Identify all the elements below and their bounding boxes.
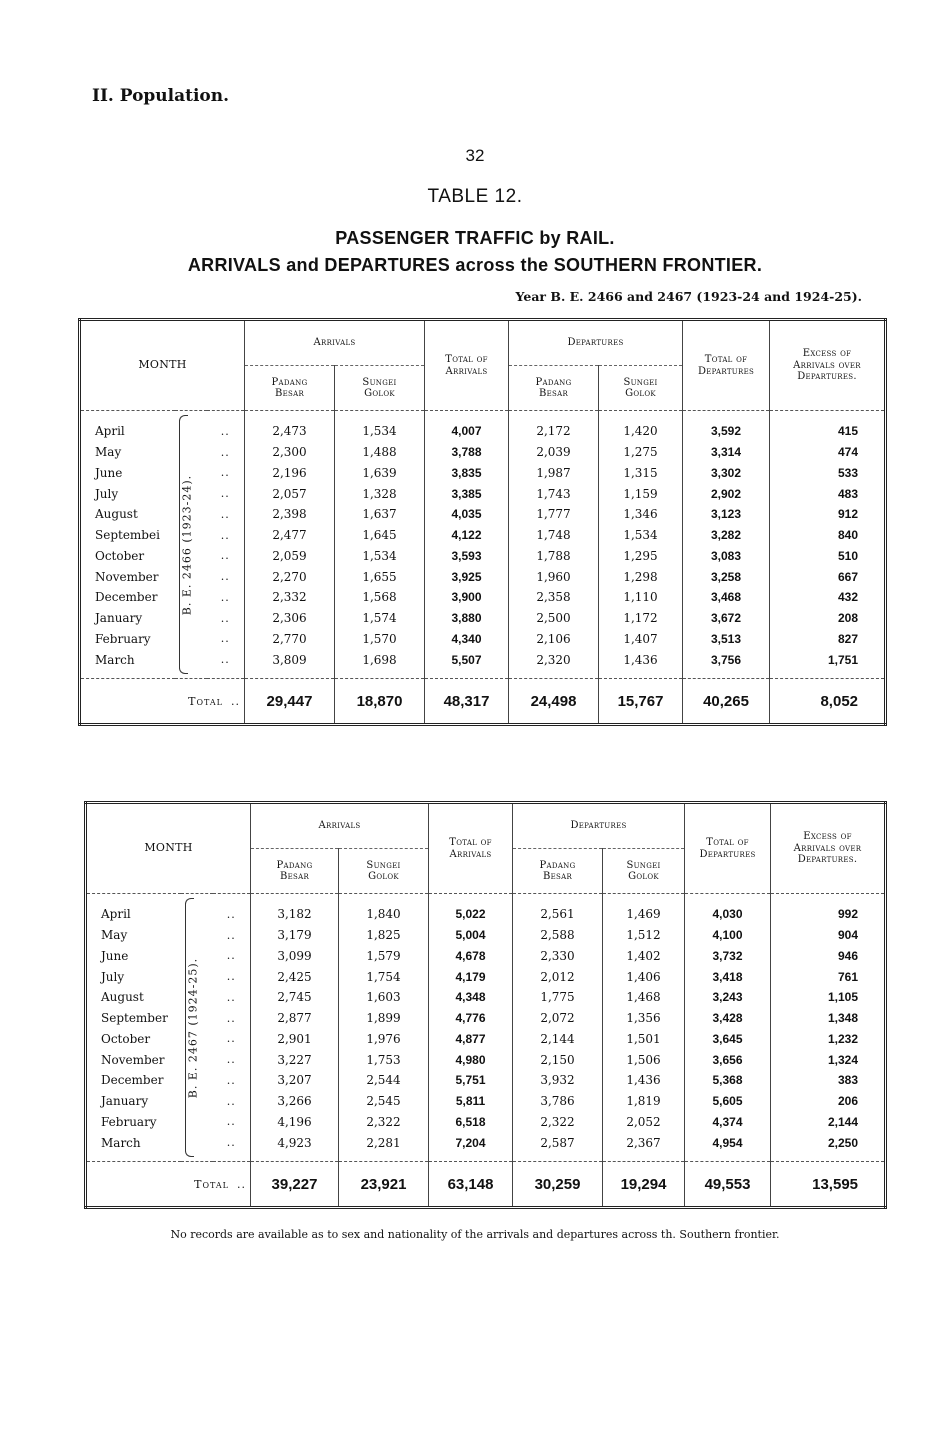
section-heading: II. Population. [92,86,230,106]
sg-dep-cell: 1,506 [603,1049,685,1070]
tot-dep-cell: 3,123 [683,504,770,525]
sg-arr-cell: 1,579 [339,946,429,967]
pb-arr-cell: 3,266 [251,1091,339,1112]
header-excess: Excess of Arrivals over Departures. [771,803,886,894]
tot-dep-cell: 5,605 [685,1091,771,1112]
traffic-table-1923-24 [78,318,887,726]
tot-dep-cell: 3,468 [683,587,770,608]
pb-dep-cell: 2,012 [513,966,603,987]
leader-dots: .. [226,1032,236,1046]
sg-arr-cell: 1,976 [339,1029,429,1050]
year-brace [181,894,213,1162]
pb-arr-cell: 2,300 [245,442,335,463]
excess-cell: 208 [770,608,886,629]
tot-arr-cell: 3,788 [425,442,509,463]
pb-arr-cell: 2,745 [251,987,339,1008]
excess-cell: 840 [770,525,886,546]
month-cell: August [95,507,138,522]
pb-arr-cell: 3,207 [251,1070,339,1091]
tot-arr-cell: 4,007 [425,411,509,442]
sg-arr-cell: 1,534 [335,546,425,567]
leader-dots: .. [237,1177,246,1191]
tot-dep-cell: 5,368 [685,1070,771,1091]
pb-arr-cell: 3,179 [251,925,339,946]
total-excess-cell: 8,052 [770,679,886,725]
sg-arr-cell: 2,322 [339,1112,429,1133]
leader-dots: .. [226,1011,236,1025]
tot-dep-cell: 3,418 [685,966,771,987]
sg-arr-cell: 1,698 [335,649,425,678]
total-excess-cell: 13,595 [771,1162,886,1208]
sg-arr-cell: 1,655 [335,566,425,587]
pb-arr-cell: 2,196 [245,463,335,484]
tot-arr-cell: 3,925 [425,566,509,587]
table-row [80,411,886,442]
month-cell: October [101,1031,151,1046]
total-pb-arr-cell: 39,227 [251,1162,339,1208]
header-departures: Departures [513,803,685,849]
sg-arr-cell: 1,753 [339,1049,429,1070]
pb-arr-cell: 2,877 [251,1008,339,1029]
total-sg-arr-cell: 23,921 [339,1162,429,1208]
month-cell: October [95,548,145,563]
tot-dep-cell: 4,100 [685,925,771,946]
tot-arr-cell: 4,179 [429,966,513,987]
sg-dep-cell: 1,346 [599,504,683,525]
pb-dep-cell: 3,932 [513,1070,603,1091]
excess-cell: 533 [770,463,886,484]
pb-arr-cell: 2,306 [245,608,335,629]
page-number: 32 [465,146,485,165]
tot-arr-cell: 7,204 [429,1132,513,1161]
header-sungei-golok: Sungei Golok [339,849,429,894]
leader-dots: .. [226,1115,236,1129]
sg-dep-cell: 1,407 [599,629,683,650]
leader-dots: .. [226,990,236,1004]
excess-cell: 1,232 [771,1029,886,1050]
tot-arr-cell: 3,900 [425,587,509,608]
pb-arr-cell: 2,270 [245,566,335,587]
header-departures: Departures [509,320,683,366]
leader-dots: .. [220,590,230,604]
pb-dep-cell: 2,322 [513,1112,603,1133]
total-row [86,1162,886,1208]
header-total-arrivals: Total of Arrivals [425,320,509,411]
sg-arr-cell: 1,488 [335,442,425,463]
sg-arr-cell: 1,574 [335,608,425,629]
excess-cell: 1,348 [771,1008,886,1029]
excess-cell: 206 [771,1091,886,1112]
sg-arr-cell: 1,328 [335,483,425,504]
pb-arr-cell: 3,227 [251,1049,339,1070]
pb-dep-cell: 2,561 [513,894,603,925]
tot-dep-cell: 3,513 [683,629,770,650]
excess-cell: 474 [770,442,886,463]
tot-arr-cell: 3,835 [425,463,509,484]
total-tot-arr-cell: 48,317 [425,679,509,725]
leader-dots: .. [226,1136,236,1150]
pb-dep-cell: 2,587 [513,1132,603,1161]
pb-arr-cell: 2,477 [245,525,335,546]
header-padang-besar: Padang Besar [513,849,603,894]
tot-dep-cell: 3,282 [683,525,770,546]
pb-arr-cell: 2,057 [245,483,335,504]
excess-cell: 483 [770,483,886,504]
leader-dots: .. [226,928,236,942]
total-pb-arr-cell: 29,447 [245,679,335,725]
leader-dots: .. [220,445,230,459]
month-cell: June [95,465,123,480]
excess-cell: 1,324 [771,1049,886,1070]
pb-dep-cell: 2,172 [509,411,599,442]
year-label: B. E. 2467 (1924-25). [186,957,199,1098]
pb-dep-cell: 2,500 [509,608,599,629]
excess-cell: 912 [770,504,886,525]
leader-dots: .. [220,507,230,521]
tot-arr-cell: 5,022 [429,894,513,925]
total-label-text: Total [194,1177,229,1191]
sg-arr-cell: 1,637 [335,504,425,525]
month-cell: November [95,569,159,584]
excess-cell: 510 [770,546,886,567]
header-excess: Excess of Arrivals over Departures. [770,320,886,411]
header-total-departures: Total of Departures [683,320,770,411]
total-sg-arr-cell: 18,870 [335,679,425,725]
tot-arr-cell: 4,348 [429,987,513,1008]
sg-dep-cell: 1,172 [599,608,683,629]
tot-dep-cell: 2,902 [683,483,770,504]
month-cell: June [101,948,129,963]
tot-dep-cell: 3,314 [683,442,770,463]
tot-arr-cell: 3,593 [425,546,509,567]
pb-dep-cell: 1,960 [509,566,599,587]
tot-dep-cell: 3,428 [685,1008,771,1029]
total-tot-dep-cell: 49,553 [685,1162,771,1208]
pb-arr-cell: 2,473 [245,411,335,442]
year-label: B. E. 2466 (1923-24). [180,474,193,615]
excess-cell: 2,250 [771,1132,886,1161]
excess-cell: 667 [770,566,886,587]
month-cell: January [95,611,143,626]
pb-dep-cell: 2,330 [513,946,603,967]
tot-arr-cell: 5,004 [429,925,513,946]
header-total-departures: Total of Departures [685,803,771,894]
sg-arr-cell: 1,825 [339,925,429,946]
excess-cell: 904 [771,925,886,946]
pb-dep-cell: 1,987 [509,463,599,484]
sg-dep-cell: 1,468 [603,987,685,1008]
tot-arr-cell: 4,122 [425,525,509,546]
header-padang-besar: Padang Besar [251,849,339,894]
pb-arr-cell: 4,196 [251,1112,339,1133]
sg-dep-cell: 2,052 [603,1112,685,1133]
leader-dots: .. [220,466,230,480]
pb-dep-cell: 2,072 [513,1008,603,1029]
leader-dots: .. [220,632,230,646]
header-month: MONTH [138,358,187,372]
leader-dots: .. [220,570,230,584]
tot-arr-cell: 3,880 [425,608,509,629]
tot-dep-cell: 3,592 [683,411,770,442]
sg-dep-cell: 1,402 [603,946,685,967]
header-total-arrivals: Total of Arrivals [429,803,513,894]
pb-dep-cell: 1,788 [509,546,599,567]
tot-arr-cell: 4,776 [429,1008,513,1029]
pb-dep-cell: 2,358 [509,587,599,608]
sg-arr-cell: 1,570 [335,629,425,650]
tot-arr-cell: 5,507 [425,649,509,678]
excess-cell: 992 [771,894,886,925]
leader-dots: .. [226,970,236,984]
table-row [86,894,886,925]
table-title-line2: ARRIVALS and DEPARTURES across the SOUTHERN FRONTIER. [187,255,763,275]
excess-cell: 415 [770,411,886,442]
tot-dep-cell: 4,030 [685,894,771,925]
month-cell: July [95,486,119,501]
pb-dep-cell: 1,748 [509,525,599,546]
pb-arr-cell: 2,770 [245,629,335,650]
pb-arr-cell: 2,425 [251,966,339,987]
sg-arr-cell: 2,281 [339,1132,429,1161]
header-arrivals: Arrivals [251,803,429,849]
tot-arr-cell: 4,678 [429,946,513,967]
excess-cell: 1,751 [770,649,886,678]
leader-dots: .. [220,487,230,501]
sg-arr-cell: 1,899 [339,1008,429,1029]
tot-dep-cell: 3,645 [685,1029,771,1050]
sg-dep-cell: 1,406 [603,966,685,987]
tot-dep-cell: 3,672 [683,608,770,629]
tot-dep-cell: 3,302 [683,463,770,484]
total-pb-dep-cell: 24,498 [509,679,599,725]
sg-dep-cell: 1,315 [599,463,683,484]
tot-dep-cell: 3,756 [683,649,770,678]
pb-dep-cell: 1,775 [513,987,603,1008]
month-cell: July [101,969,125,984]
total-label-text: Total [188,694,223,708]
total-sg-dep-cell: 19,294 [603,1162,685,1208]
pb-dep-cell: 2,320 [509,649,599,678]
month-cell: February [95,631,151,646]
header-sungei-golok: Sungei Golok [603,849,685,894]
sg-dep-cell: 1,420 [599,411,683,442]
excess-cell: 2,144 [771,1112,886,1133]
pb-arr-cell: 3,182 [251,894,339,925]
tot-arr-cell: 4,877 [429,1029,513,1050]
sg-dep-cell: 1,534 [599,525,683,546]
leader-dots: .. [220,549,230,563]
sg-dep-cell: 1,501 [603,1029,685,1050]
total-pb-dep-cell: 30,259 [513,1162,603,1208]
total-label [80,679,245,725]
sg-arr-cell: 1,534 [335,411,425,442]
excess-cell: 761 [771,966,886,987]
leader-dots: .. [220,653,230,667]
sg-arr-cell: 1,639 [335,463,425,484]
pb-arr-cell: 3,809 [245,649,335,678]
sg-arr-cell: 1,603 [339,987,429,1008]
sg-dep-cell: 1,298 [599,566,683,587]
tot-dep-cell: 4,374 [685,1112,771,1133]
leader-dots: .. [220,424,230,438]
header-sungei-golok: Sungei Golok [599,366,683,411]
sg-dep-cell: 1,275 [599,442,683,463]
year-brace [175,411,207,679]
pb-dep-cell: 1,777 [509,504,599,525]
month-cell: May [95,445,122,460]
sg-arr-cell: 1,645 [335,525,425,546]
header-month: MONTH [144,841,193,855]
month-cell: December [95,590,158,605]
leader-dots: .. [226,949,236,963]
month-cell: February [101,1114,157,1129]
month-cell: November [101,1052,165,1067]
month-cell: April [95,424,125,439]
month-cell: August [101,990,144,1005]
total-label [86,1162,251,1208]
sg-dep-cell: 1,356 [603,1008,685,1029]
excess-cell: 432 [770,587,886,608]
sg-dep-cell: 1,512 [603,925,685,946]
excess-cell: 383 [771,1070,886,1091]
leader-dots: .. [220,611,230,625]
sg-arr-cell: 1,840 [339,894,429,925]
total-sg-dep-cell: 15,767 [599,679,683,725]
excess-cell: 827 [770,629,886,650]
header-arrivals: Arrivals [245,320,425,366]
pb-dep-cell: 2,106 [509,629,599,650]
month-cell: September [101,1011,168,1026]
pb-arr-cell: 3,099 [251,946,339,967]
month-cell: March [101,1135,141,1150]
header-padang-besar: Padang Besar [245,366,335,411]
sg-dep-cell: 1,436 [599,649,683,678]
tot-arr-cell: 4,980 [429,1049,513,1070]
tot-dep-cell: 3,656 [685,1049,771,1070]
tot-arr-cell: 5,811 [429,1091,513,1112]
leader-dots: .. [226,1073,236,1087]
pb-arr-cell: 2,398 [245,504,335,525]
table-title-line1: PASSENGER TRAFFIC by RAIL. [335,228,615,248]
tot-dep-cell: 3,083 [683,546,770,567]
leader-dots: .. [226,1053,236,1067]
total-tot-arr-cell: 63,148 [429,1162,513,1208]
month-cell: April [101,907,131,922]
pb-dep-cell: 1,743 [509,483,599,504]
sg-arr-cell: 2,545 [339,1091,429,1112]
traffic-table-1924-25 [84,801,887,1209]
pb-dep-cell: 3,786 [513,1091,603,1112]
tot-arr-cell: 3,385 [425,483,509,504]
tot-dep-cell: 3,243 [685,987,771,1008]
month-cell: May [101,928,128,943]
tot-arr-cell: 6,518 [429,1112,513,1133]
sg-arr-cell: 2,544 [339,1070,429,1091]
sg-dep-cell: 1,819 [603,1091,685,1112]
tot-arr-cell: 5,751 [429,1070,513,1091]
table-label: TABLE 12. [427,186,523,207]
sg-dep-cell: 1,159 [599,483,683,504]
pb-dep-cell: 2,144 [513,1029,603,1050]
sg-dep-cell: 1,110 [599,587,683,608]
header-padang-besar: Padang Besar [509,366,599,411]
tot-dep-cell: 3,258 [683,566,770,587]
leader-dots: .. [231,694,240,708]
sg-arr-cell: 1,568 [335,587,425,608]
pb-arr-cell: 4,923 [251,1132,339,1161]
excess-cell: 946 [771,946,886,967]
leader-dots: .. [226,907,236,921]
month-cell: March [95,652,135,667]
excess-cell: 1,105 [771,987,886,1008]
sg-dep-cell: 1,295 [599,546,683,567]
pb-arr-cell: 2,059 [245,546,335,567]
leader-dots: .. [220,528,230,542]
sg-dep-cell: 1,469 [603,894,685,925]
month-cell: January [101,1094,149,1109]
month-cell: December [101,1073,164,1088]
tot-dep-cell: 4,954 [685,1132,771,1161]
pb-dep-cell: 2,150 [513,1049,603,1070]
leader-dots: .. [226,1094,236,1108]
tot-dep-cell: 3,732 [685,946,771,967]
total-row [80,679,886,725]
sg-arr-cell: 1,754 [339,966,429,987]
pb-arr-cell: 2,901 [251,1029,339,1050]
tot-arr-cell: 4,035 [425,504,509,525]
pb-arr-cell: 2,332 [245,587,335,608]
sg-dep-cell: 1,436 [603,1070,685,1091]
header-sungei-golok: Sungei Golok [335,366,425,411]
sg-dep-cell: 2,367 [603,1132,685,1161]
tot-arr-cell: 4,340 [425,629,509,650]
year-note: Year B. E. 2466 and 2467 (1923-24 and 1924-25). [515,289,862,304]
pb-dep-cell: 2,039 [509,442,599,463]
month-cell: Septembei [95,528,160,543]
total-tot-dep-cell: 40,265 [683,679,770,725]
pb-dep-cell: 2,588 [513,925,603,946]
footnote: No records are available as to sex and nationality of the arrivals and departures across th. Southern frontier. [170,1228,780,1241]
